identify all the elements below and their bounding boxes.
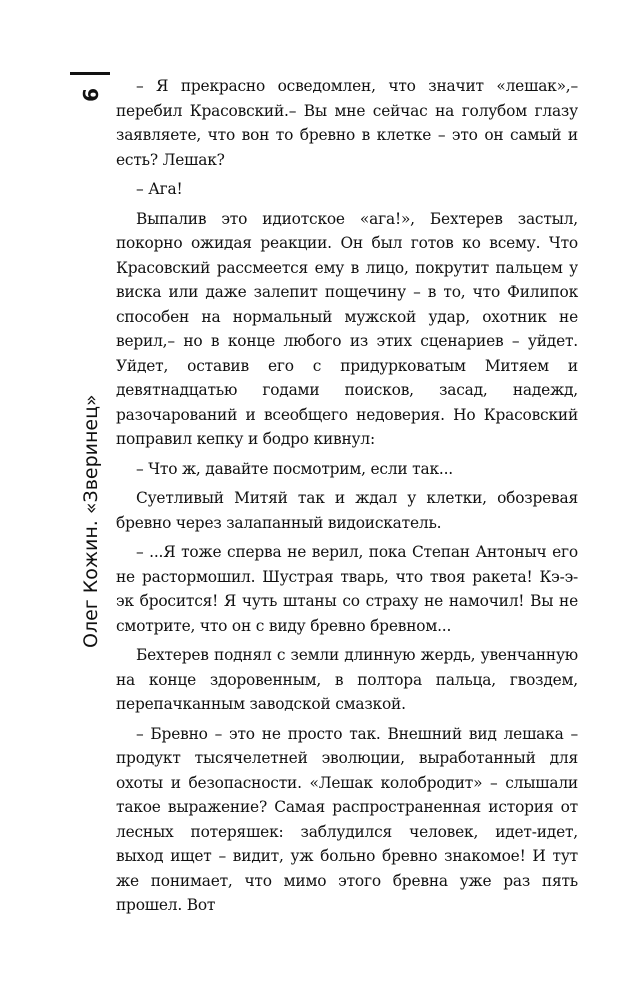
paragraph: – Что ж, давайте посмотрим, если так... [136,459,453,478]
paragraph: – Я прекрасно осведомлен, что значит «лешак»,– перебил Красовский.– Вы мне сейчас на голубом глазу заявляете, что вон то бревно в клетке – это он самый и есть? Лешак? [116,77,578,169]
paragraph: – Ага! [136,180,183,198]
running-header-rotated [78,88,104,648]
body-text [116,74,578,923]
running-header [78,88,104,648]
paragraph: Выпалив это идиотское «ага!», Бехтерев застыл, покорно ожидая реакции. Он был готов ко всему. Что Красовский рассмеется ему в лицо, покрутит пальцем у виска или даже залепит пощечину – в то, что Филипок способен на нормальный мужской удар, охотник не верил,– но в конце любого из этих сценариев – уйдет. Уйдет, оставив его с придурковатым Митяем и девятнадцатью годами поисков, засад, надежд, разочарований и всеобщего недоверия. Но Красовский поправил кепку и бодро кивнул: [116,209,578,448]
paragraph: – ...Я тоже сперва не верил, пока Степан Антоныч его не растормошил. Шустрая тварь, что твоя ракета! Кэ-э-эк бросится! Я чуть штаны со страху не намочил! Вы не смотрите, что он с виду бревно бревном... [116,543,578,635]
page-number: 6 [79,88,103,102]
paragraph: Суетливый Митяй так и ждал у клетки, обозревая бревно через залапанный видоискатель. [116,489,578,532]
running-title: Олег Кожин. «Зверинец» [80,394,102,648]
header-rule [70,72,110,75]
paragraph: – Бревно – это не просто так. Внешний вид лешака – продукт тысячелетней эволюции, выработанный для охоты и безопасности. «Лешак колобродит» – слышали такое выражение? Самая распространенная история от лесных потеряшек: заблудился человек, идет-идет, выход ищет – видит, уж больно бревно знакомое! И тут же понимает, что мимо этого бревна уже раз пять прошел. Вот [116,724,578,914]
paragraph: Бехтерев поднял с земли длинную жердь, увенчанную на конце здоровенным, в полтора пальца, гвоздем, перепачканным заводской смазкой. [116,646,578,713]
